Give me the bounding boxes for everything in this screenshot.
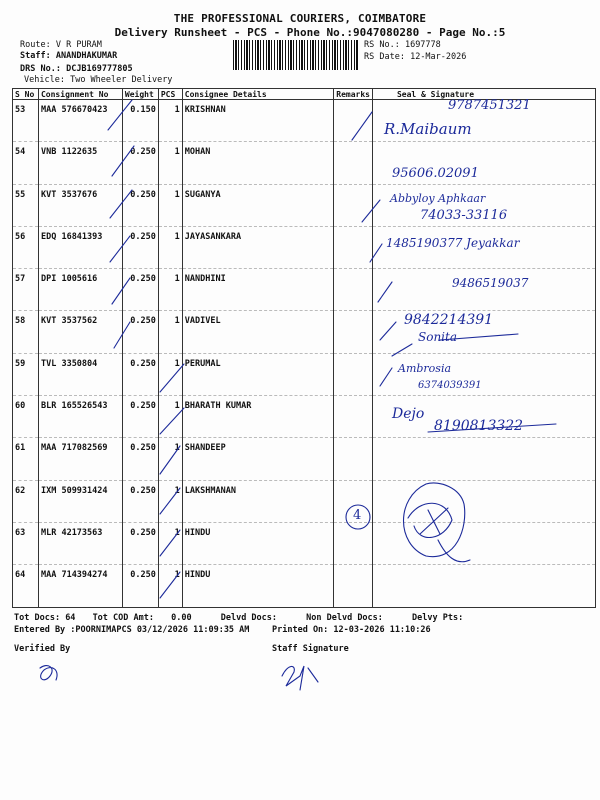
table-row — [13, 184, 596, 226]
row-pcs: 1 — [158, 353, 182, 395]
table-row — [13, 353, 596, 395]
row-remarks — [334, 311, 373, 353]
route-value: V R PURAM — [55, 40, 102, 50]
staff-value: ANANDHAKUMAR — [55, 51, 118, 61]
r60-phone: 8190813322 — [434, 418, 524, 434]
r56-phone: 1485190377 Jeyakkar — [386, 236, 520, 250]
row-sno: 58 — [13, 311, 39, 353]
row-consignment-no: DPI 1005616 — [38, 269, 122, 311]
row-pcs: 1 — [158, 438, 182, 480]
table-row — [13, 565, 596, 607]
row-sno: 59 — [13, 353, 39, 395]
r53-phone: 9787451321 — [448, 98, 531, 113]
row-weight: 0.250 — [122, 311, 158, 353]
table-row — [13, 142, 596, 184]
rs-date-line: RS Date: 12-Mar-2026 — [364, 52, 467, 62]
row-weight: 0.250 — [122, 396, 158, 438]
row-consignee: JAYASANKARA — [182, 226, 333, 268]
stamp-number: 4 — [353, 508, 362, 523]
row-weight: 0.150 — [122, 100, 158, 142]
row-weight: 0.250 — [122, 226, 158, 268]
row-pcs: 1 — [158, 311, 182, 353]
row-weight: 0.250 — [122, 480, 158, 522]
row-sno: 61 — [13, 438, 39, 480]
verified-by-label: Verified By — [14, 644, 71, 654]
row-pcs: 1 — [158, 396, 182, 438]
row-seal-signature — [372, 565, 595, 607]
row-pcs: 1 — [158, 100, 182, 142]
r57-phone: 9486519037 — [452, 276, 529, 290]
row-sno: 53 — [13, 100, 39, 142]
row-sno: 55 — [13, 184, 39, 226]
r55-signature: Abbyloy Aphkaar — [390, 192, 486, 205]
r59-phone: 6374039391 — [418, 380, 482, 391]
row-pcs: 1 — [158, 184, 182, 226]
row-consignee: MOHAN — [182, 142, 333, 184]
row-weight: 0.250 — [122, 438, 158, 480]
row-weight: 0.250 — [122, 269, 158, 311]
row-sno: 56 — [13, 226, 39, 268]
rs-no-line: RS No.: 1697778 — [364, 40, 441, 50]
col-sno: S No — [13, 89, 39, 100]
row-consignee: KRISHNAN — [182, 100, 333, 142]
barcode-icon — [233, 40, 359, 70]
entered-by-line: Entered By :POORNIMAPCS 03/12/2026 11:09:35 AM — [14, 625, 250, 635]
row-pcs: 1 — [158, 480, 182, 522]
row-consignment-no: KVT 3537562 — [38, 311, 122, 353]
staff-line: Staff: ANANDHAKUMAR — [20, 51, 118, 61]
drs-value: DCJB169777805 — [66, 64, 133, 74]
row-consignee: SHANDEEP — [182, 438, 333, 480]
vehicle-line: Vehicle: Two Wheeler Delivery — [24, 75, 173, 85]
row-consignee: HINDU — [182, 522, 333, 564]
row-pcs: 1 — [158, 142, 182, 184]
row-consignee: LAKSHMANAN — [182, 480, 333, 522]
row-consignment-no: KVT 3537676 — [38, 184, 122, 226]
verified-signature — [40, 666, 57, 680]
r59-signature: Ambrosia — [398, 362, 452, 375]
row-remarks — [334, 522, 373, 564]
row-seal-signature — [372, 480, 595, 522]
printed-on-line: Printed On: 12-03-2026 11:10:26 — [272, 625, 431, 635]
r58-phone: 9842214391 — [404, 312, 494, 328]
col-consignee: Consignee Details — [182, 89, 333, 100]
row-consignment-no: BLR 165526543 — [38, 396, 122, 438]
row-pcs: 1 — [158, 565, 182, 607]
row-weight: 0.250 — [122, 184, 158, 226]
rs-no-value: 1697778 — [404, 40, 441, 50]
row-remarks — [334, 269, 373, 311]
col-weight: Weight — [122, 89, 158, 100]
row-weight: 0.250 — [122, 522, 158, 564]
row-consignment-no: IXM 509931424 — [38, 480, 122, 522]
row-remarks — [334, 396, 373, 438]
col-seal-signature: Seal & Signature — [372, 89, 595, 100]
table-row — [13, 480, 596, 522]
row-seal-signature — [372, 438, 595, 480]
table-row — [13, 438, 596, 480]
row-sno: 62 — [13, 480, 39, 522]
row-consignee: VADIVEL — [182, 311, 333, 353]
row-weight: 0.250 — [122, 353, 158, 395]
row-weight: 0.250 — [122, 565, 158, 607]
row-consignee: SUGANYA — [182, 184, 333, 226]
consignment-table — [12, 88, 596, 608]
col-pcs: PCS — [158, 89, 182, 100]
tot-docs-value: 64 — [65, 613, 76, 623]
table-row — [13, 522, 596, 564]
row-consignment-no: MAA 714394274 — [38, 565, 122, 607]
row-remarks — [334, 353, 373, 395]
row-remarks — [334, 142, 373, 184]
row-sno: 63 — [13, 522, 39, 564]
row-consignee: BHARATH KUMAR — [182, 396, 333, 438]
row-weight: 0.250 — [122, 142, 158, 184]
row-pcs: 1 — [158, 522, 182, 564]
vehicle-value: Two Wheeler Delivery — [70, 75, 173, 85]
row-consignment-no: EDQ 16841393 — [38, 226, 122, 268]
row-consignment-no: MAA 576670423 — [38, 100, 122, 142]
r54-phone: 95606.02091 — [392, 166, 479, 181]
row-consignment-no: MLR 42173563 — [38, 522, 122, 564]
table-body — [13, 100, 596, 608]
row-consignment-no: VNB 1122635 — [38, 142, 122, 184]
row-remarks — [334, 184, 373, 226]
row-remarks — [334, 100, 373, 142]
row-consignee: PERUMAL — [182, 353, 333, 395]
runsheet-subtitle: Delivery Runsheet - PCS - Phone No.:9047080280 - Page No.:5 — [114, 26, 506, 39]
row-consignee: NANDHINI — [182, 269, 333, 311]
row-sno: 64 — [13, 565, 39, 607]
col-consignment: Consignment No — [38, 89, 122, 100]
staff-signature-label: Staff Signature — [272, 644, 349, 654]
drs-line: DRS No.: DCJB169777805 — [20, 64, 133, 74]
row-pcs: 1 — [158, 269, 182, 311]
row-consignee: HINDU — [182, 565, 333, 607]
row-sno: 60 — [13, 396, 39, 438]
rs-date-value: 12-Mar-2026 — [410, 52, 467, 62]
row-remarks — [334, 438, 373, 480]
r58-signature: Sonita — [418, 330, 457, 344]
row-pcs: 1 — [158, 226, 182, 268]
staff-signature-scribble — [282, 666, 318, 690]
company-title: THE PROFESSIONAL COURIERS, COIMBATORE — [173, 12, 427, 25]
row-remarks — [334, 565, 373, 607]
row-consignment-no: MAA 717082569 — [38, 438, 122, 480]
tot-cod-value: 0.00 — [171, 613, 192, 623]
totals-line: Tot Docs: 64 Tot COD Amt: 0.00 Delvd Docs: Non Delvd Docs: Delvy Pts: — [14, 613, 464, 623]
col-remarks: Remarks — [334, 89, 373, 100]
row-consignment-no: TVL 3350804 — [38, 353, 122, 395]
row-sno: 57 — [13, 269, 39, 311]
r55-phone: 74033-33116 — [420, 208, 508, 223]
route-line: Route: V R PURAM — [20, 40, 102, 50]
r53-signature: R.Maibaum — [384, 120, 472, 138]
r60-signature: Dejo — [392, 406, 425, 422]
row-sno: 54 — [13, 142, 39, 184]
row-seal-signature — [372, 522, 595, 564]
row-remarks — [334, 226, 373, 268]
table-row — [13, 311, 596, 353]
